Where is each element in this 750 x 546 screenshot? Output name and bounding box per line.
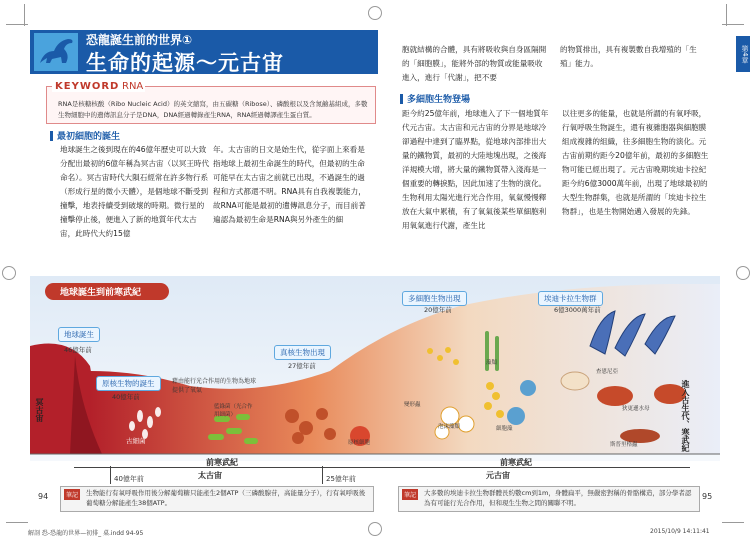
age-label: 27億年前 — [288, 362, 316, 370]
era-hadean: 冥古宙 — [35, 398, 44, 422]
timeline-date: 25億年前 — [326, 475, 356, 483]
era-archean: 太古宙 — [198, 471, 222, 480]
organism-label: 變形蟲 — [404, 402, 421, 408]
era-proterozoic-precambrian: 前寒武紀 — [500, 458, 532, 467]
body-text-column: 距今約25億年前，地球進入了下一個地質年代元古宙。太古宙和元古宙的分界是地球冷卻過程中達到了臨界點，從地球內部排出大量的鐵物質，最初的大陸地塊出現，之後海洋規模大增，將大量的鐵物質帶入淺海是一個重要的轉捩點，因此加速了生物的演化。生物利用太陽光進行光合作用，氧氣慢慢釋放在大氣中累積，有了氧氣後某些單細胞利用氧氣進行代謝，產生比 — [402, 109, 549, 230]
organism-label: 藻類 — [486, 360, 498, 366]
tag-multicellular: 多細胞生物出現 — [402, 291, 467, 306]
section-title: 最初細胞的誕生 — [57, 132, 121, 142]
chart-title: 地球誕生到前寒武紀 — [60, 288, 142, 298]
timeline-bar — [74, 467, 690, 468]
oxygen-note: 藉由能行光合作用的生物為地球提供了氧氣 — [172, 378, 257, 394]
registration-mark — [736, 266, 750, 280]
page-title: 生命的起源～元古宙 — [86, 51, 284, 75]
body-text-column: 的物質排出，具有複製數自我增殖的「生殖」能力。 — [560, 45, 697, 68]
registration-mark — [368, 6, 382, 20]
tag-prokaryote: 原核生物的誕生 — [96, 376, 161, 391]
tag-eukaryote: 真核生物出現 — [274, 345, 331, 360]
age-label: 40億年前 — [112, 393, 140, 401]
body-text-column: 地球誕生之後到現在的46億年歷史可以大致分配出最初的6億年稱為冥古宙（以冥王時代命名）。冥古宙時代大隕石經常在許多物行系（形成行星的微小天體），是個地球不斷受到撞擊，地表持續受到破壞的時期。微行星的撞擊停止後，便進入了新的地質年代太古宙，此時代大約15億 — [60, 145, 210, 238]
era-proterozoic: 元古宙 — [486, 471, 510, 480]
age-label: 46億年前 — [64, 346, 92, 354]
organism-label: 藍綠菌（光合作用細菌） — [214, 404, 253, 418]
note-tag: 筆記 — [64, 489, 80, 500]
age-label: 20億年前 — [424, 306, 452, 314]
note-tag: 筆記 — [402, 489, 418, 500]
body-text-column: 胞就結構的合體，具有將吸收與自身區隔開的「細胞膜」，能將外部的物質或能量吸收進入，進行「代謝」，把不要 — [402, 45, 547, 82]
organism-label: 斯普里格蟲 — [610, 442, 638, 448]
tag-earth-birth: 地球誕生 — [58, 327, 100, 342]
header-subtitle: 恐龍誕生前的世界① — [86, 33, 193, 47]
keyword-label: KEYWORD — [52, 81, 122, 92]
page-number-right: 95 — [702, 492, 713, 501]
print-footer-right: 2015/10/9 14:11:41 — [650, 528, 710, 535]
section-marker — [50, 131, 53, 141]
organism-label: 查恩尼亞 — [596, 369, 619, 375]
organism-label: 原核細胞 — [348, 440, 371, 446]
timeline-marker — [110, 466, 111, 484]
crop-mark — [6, 522, 28, 523]
section-marker — [400, 94, 403, 104]
timeline-marker — [322, 466, 323, 484]
dinosaur-icon — [34, 33, 78, 71]
crop-mark — [722, 522, 744, 523]
organism-label: 狄更遜水母 — [622, 406, 650, 412]
keyword-term: RNA — [122, 81, 144, 92]
timeline-date: 40億年前 — [114, 475, 144, 483]
body-text-column: 以往更多的能量，也就是所謂的有氧呼吸，行氧呼吸生物誕生，還有複雜胞器與細胞膜組成複雜的組織，往多細胞生物的演化。元古宙前期約距今20億年前，最初的多細胞生物可能已經出現了。元古宙晚期埃迪卡拉紀距今約6億3000萬年前，出現了地球最初的大型生物群集，也就是所謂的「埃迪卡拉生物群」，也是生物開始邁入發展的先鋒。 — [562, 109, 709, 216]
keyword-text: RNA是核糖核酸（Ribo Nucleic Acid）的英文縮寫，由五碳糖（Ribose）、磷酸根以及含氮鹼基組成，多數生物細胞中的遺傳訊息分子是DNA，DNA經過轉錄產生RNA，RNA經過轉譯產生蛋白質。 — [58, 100, 368, 119]
tag-ediacara: 埃迪卡拉生物群 — [538, 291, 603, 306]
registration-mark — [2, 266, 16, 280]
crop-mark — [726, 4, 727, 26]
organism-label: 泡沫藻類 — [438, 424, 461, 430]
body-text-column: 年。太古宙的日文是始生代，從字面上來看是指地球上最初生命誕生的時代，但最初的生命可能早在太古宙之前就已出現，不過誕生的過程和方式都還不明。RNA具有自我複製能力，故RNA可能是最初的遺傳訊息分子，而目前普遍認為最初生命是RNA與另外產生的細 — [213, 145, 366, 224]
organism-label: 細胞藻 — [496, 426, 513, 432]
crop-mark — [24, 4, 25, 26]
era-cambrian: 進入古生代、寒武紀 — [681, 380, 690, 452]
registration-mark — [368, 522, 382, 536]
age-label: 6億3000萬年前 — [554, 306, 601, 314]
organism-label: 古細菌 — [126, 437, 146, 445]
print-footer-left: 解剖 恐-恐龍的世界—初排_ 桌.indd 94-95 — [28, 530, 144, 537]
chapter-tab: 第4章 — [736, 36, 750, 72]
page-number-left: 94 — [38, 492, 49, 501]
note-text: 生物能行有氧呼吸作用後分解葡萄糖只能產生2個ATP（三磷酸腺苷，高能量分子），行有氧呼吸後葡萄糖分解能產生38個ATP。 — [86, 489, 366, 507]
section-title: 多細胞生物登場 — [407, 95, 471, 105]
era-archean-precambrian: 前寒武紀 — [206, 458, 238, 467]
note-text: 大多數的埃迪卡拉生物群體長約數cm到1m，身體扁平，無嚴密對稱的骨骼構造，部分學者認為有可能行光合作用，但和現生生物之間的關聯不明。 — [424, 489, 692, 507]
